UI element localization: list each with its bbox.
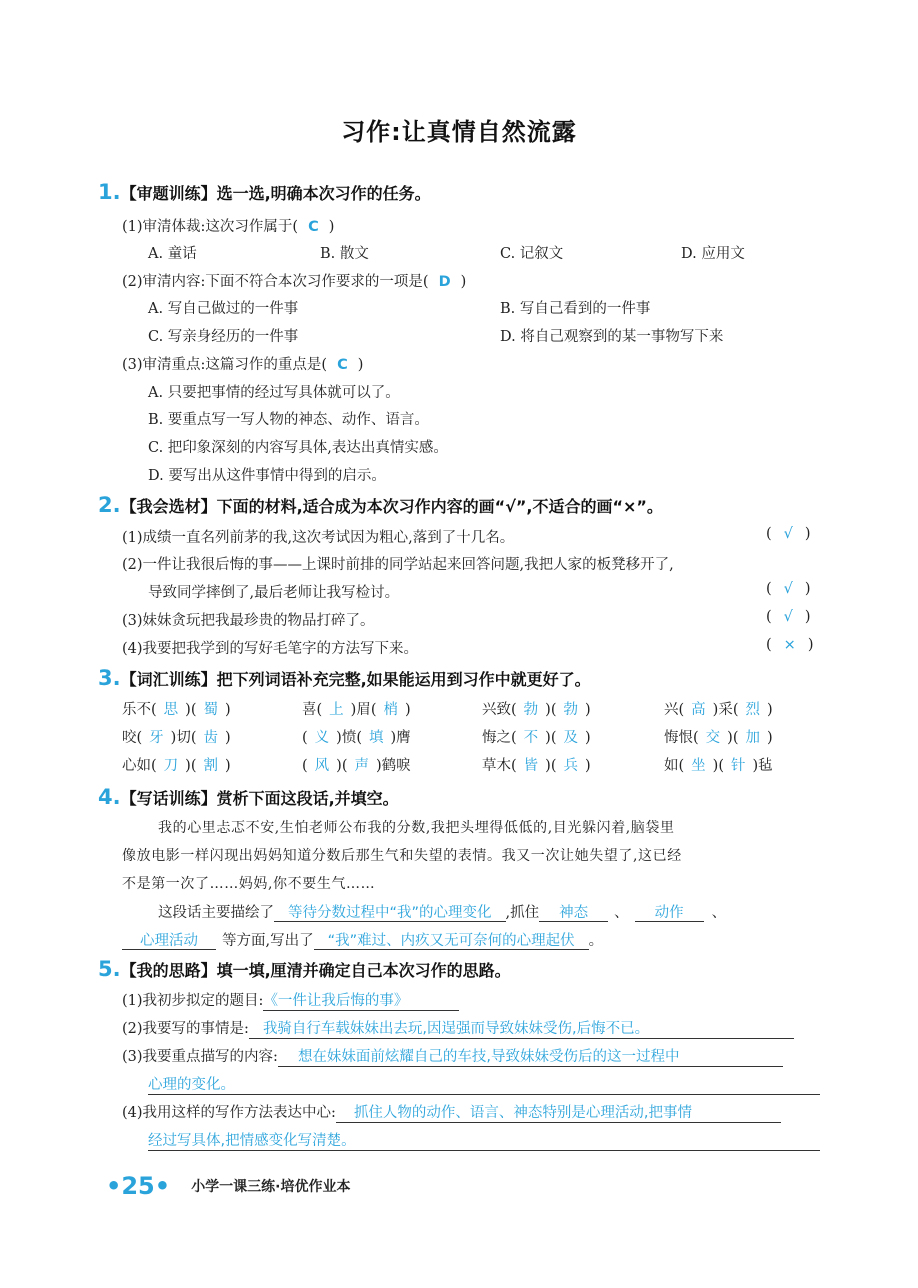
question-4-header	[98, 785, 399, 809]
idiom-1-4: 兴( 高 )采( 烈 )	[664, 702, 773, 718]
page-number: 25	[121, 1172, 155, 1200]
q1-sub2-option-d: D. 将自己观察到的某一事物写下来	[500, 329, 724, 345]
question-1-header	[98, 180, 431, 204]
q4-blank-2: 神态	[539, 905, 608, 922]
idiom-answer: 义	[314, 730, 330, 746]
idiom-answer: 及	[563, 730, 578, 746]
q1-sub3-option-d: D. 要写出从这件事情中得到的启示。	[148, 468, 386, 484]
idiom-answer: 勃	[563, 702, 578, 718]
q1-sub3: (3)审清重点:这篇习作的重点是( C )	[122, 357, 364, 373]
idiom-answer: 针	[731, 758, 746, 774]
q2-item-4-answer: ( × )	[766, 637, 814, 653]
passage-line-3: 不是第一次了……妈妈,你不要生气……	[122, 876, 376, 892]
idiom-answer: 刀	[163, 758, 179, 774]
idiom-answer: 填	[369, 730, 384, 746]
question-5-title: 【我的思路】填一填,厘清并确定自己本次习作的思路。	[120, 961, 511, 980]
question-5-header	[98, 957, 511, 981]
q2-item-3-answer: ( √ )	[766, 609, 811, 625]
idiom-1-3: 兴致( 勃 )( 勃 )	[482, 702, 591, 718]
q4-fill-line-2: 心理活动 等方面,写出了 “我”难过、内疚又无可奈何的心理起伏 。	[122, 929, 603, 950]
q1-sub3-answer: C	[337, 357, 348, 373]
idiom-answer: 梢	[383, 702, 398, 718]
q5-line-1: (1)我初步拟定的题目:《一件让我后悔的事》	[122, 989, 459, 1011]
idiom-answer: 坐	[691, 758, 706, 774]
idiom-answer: 勃	[523, 702, 539, 718]
question-3-header	[98, 666, 591, 690]
idiom-3-1: 心如( 刀 )( 割 )	[122, 758, 231, 774]
idiom-3-4: 如( 坐 )( 针 )毡	[664, 758, 773, 774]
q1-sub1-option-d: D. 应用文	[681, 246, 745, 262]
q1-sub1-option-c: C. 记叙文	[500, 246, 564, 262]
q1-sub2-answer: D	[438, 274, 451, 290]
q1-sub3-option-b: B. 要重点写一写人物的神态、动作、语言。	[148, 412, 429, 428]
q1-sub1-answer: C	[308, 219, 319, 235]
q5-answer-3a: 想在妹妹面前炫耀自己的车技,导致妹妹受伤后的这一过程中	[278, 1045, 783, 1067]
question-4-title: 【写话训练】赏析下面这段话,并填空。	[120, 789, 399, 808]
q4-fill-line-1: 这段话主要描绘了 等待分数过程中“我”的心理变化 ,抓住 神态 、 动作 、	[158, 905, 727, 921]
idiom-answer: 高	[691, 702, 706, 718]
question-5-number: 5.	[98, 957, 121, 981]
question-1-title: 【审题训练】选一选,明确本次习作的任务。	[120, 184, 431, 203]
idiom-answer: 蜀	[203, 702, 218, 718]
idiom-answer: 上	[329, 702, 344, 718]
idiom-2-2: ( 义 )愤( 填 )膺	[302, 730, 411, 746]
q2-item-2-answer: ( √ )	[766, 581, 811, 597]
idiom-2-1: 咬( 牙 )切( 齿 )	[122, 730, 231, 746]
idiom-answer: 皆	[523, 758, 539, 774]
passage-line-2: 像放电影一样闪现出妈妈知道分数后那生气和失望的表情。我又一次让她失望了,这已经	[122, 848, 682, 864]
book-title: 小学一课三练·培优作业本	[191, 1179, 351, 1195]
question-4-number: 4.	[98, 785, 121, 809]
q2-item-3: (3)妹妹贪玩把我最珍贵的物品打碎了。	[122, 613, 375, 629]
idiom-answer: 思	[163, 702, 179, 718]
q5-line-3: (3)我要重点描写的内容: 想在妹妹面前炫耀自己的车技,导致妹妹受伤后的这一过程中	[122, 1045, 783, 1067]
idiom-3-2: ( 风 )( 声 )鹤唳	[302, 758, 411, 774]
q1-sub2-option-c: C. 写亲身经历的一件事	[148, 329, 299, 345]
question-3-title: 【词汇训练】把下列词语补充完整,如果能运用到习作中就更好了。	[120, 670, 591, 689]
q5-answer-3b: 心理的变化。	[148, 1073, 820, 1095]
q1-sub2-option-a: A. 写自己做过的一件事	[148, 301, 299, 317]
q4-blank-4: 心理活动	[122, 933, 216, 950]
q1-sub2-option-b: B. 写自己看到的一件事	[500, 301, 651, 317]
q2-item-1-answer: ( √ )	[766, 526, 811, 542]
idiom-3-3: 草木( 皆 )( 兵 )	[482, 758, 591, 774]
q2-item-2-cont: 导致同学摔倒了,最后老师让我写检讨。	[148, 585, 400, 601]
q5-line-4-cont	[148, 1129, 820, 1151]
footer-dot-right: •	[154, 1172, 171, 1200]
q1-sub1-option-a: A. 童话	[148, 246, 197, 262]
idiom-1-1: 乐不( 思 )( 蜀 )	[122, 702, 231, 718]
q5-answer-2: 我骑自行车载妹妹出去玩,因逞强而导致妹妹受伤,后悔不已。	[249, 1017, 794, 1039]
q1-sub3-option-c: C. 把印象深刻的内容写具体,表达出真情实感。	[148, 440, 448, 456]
question-1-number: 1.	[98, 180, 121, 204]
page-title: 习作:让真情自然流露	[341, 118, 577, 146]
idiom-answer: 交	[705, 730, 721, 746]
idiom-answer: 兵	[563, 758, 578, 774]
idiom-answer: 加	[745, 730, 760, 746]
passage-line-1: 我的心里忐忑不安,生怕老师公布我的分数,我把头埋得低低的,目光躲闪着,脑袋里	[158, 820, 675, 836]
q4-blank-3: 动作	[635, 905, 704, 922]
idiom-answer: 风	[314, 758, 330, 774]
idiom-1-2: 喜( 上 )眉( 梢 )	[302, 702, 411, 718]
idiom-answer: 烈	[745, 702, 760, 718]
idiom-answer: 不	[523, 730, 539, 746]
q5-answer-4a: 抓住人物的动作、语言、神态特别是心理活动,把事情	[336, 1101, 781, 1123]
q1-sub3-option-a: A. 只要把事情的经过写具体就可以了。	[148, 385, 400, 401]
q2-item-1: (1)成绩一直名列前茅的我,这次考试因为粗心,落到了十几名。	[122, 530, 515, 546]
q1-sub1: (1)审清体裁:这次习作属于( C )	[122, 219, 335, 235]
question-3-number: 3.	[98, 666, 121, 690]
footer-dot-left: •	[106, 1172, 122, 1200]
q4-blank-5: “我”难过、内疚又无可奈何的心理起伏	[314, 933, 589, 950]
q5-line-3-cont	[148, 1073, 820, 1095]
q2-item-2: (2)一件让我很后悔的事——上课时前排的同学站起来回答问题,我把人家的板凳移开了,	[122, 557, 674, 573]
page-footer	[106, 1172, 351, 1200]
idiom-2-4: 悔恨( 交 )( 加 )	[664, 730, 773, 746]
question-2-header	[98, 493, 663, 517]
q5-line-4: (4)我用这样的写作方法表达中心: 抓住人物的动作、语言、神态特别是心理活动,把事情	[122, 1101, 781, 1123]
q2-item-4: (4)我要把我学到的写好毛笔字的方法写下来。	[122, 641, 419, 657]
idiom-answer: 齿	[203, 730, 218, 746]
q5-answer-1: 《一件让我后悔的事》	[263, 989, 459, 1011]
q1-sub1-option-b: B. 散文	[320, 246, 369, 262]
question-2-title: 【我会选材】下面的材料,适合成为本次习作内容的画“√”,不适合的画“×”。	[120, 497, 663, 516]
q5-answer-4b: 经过写具体,把情感变化写清楚。	[148, 1129, 820, 1151]
q5-line-2: (2)我要写的事情是: 我骑自行车载妹妹出去玩,因逞强而导致妹妹受伤,后悔不已。	[122, 1017, 794, 1039]
question-2-number: 2.	[98, 493, 121, 517]
idiom-answer: 割	[203, 758, 218, 774]
idiom-answer: 牙	[149, 730, 164, 746]
idiom-2-3: 悔之( 不 )( 及 )	[482, 730, 591, 746]
q1-sub2: (2)审清内容:下面不符合本次习作要求的一项是( D )	[122, 274, 467, 290]
q4-blank-1: 等待分数过程中“我”的心理变化	[274, 905, 506, 922]
idiom-answer: 声	[354, 758, 369, 774]
